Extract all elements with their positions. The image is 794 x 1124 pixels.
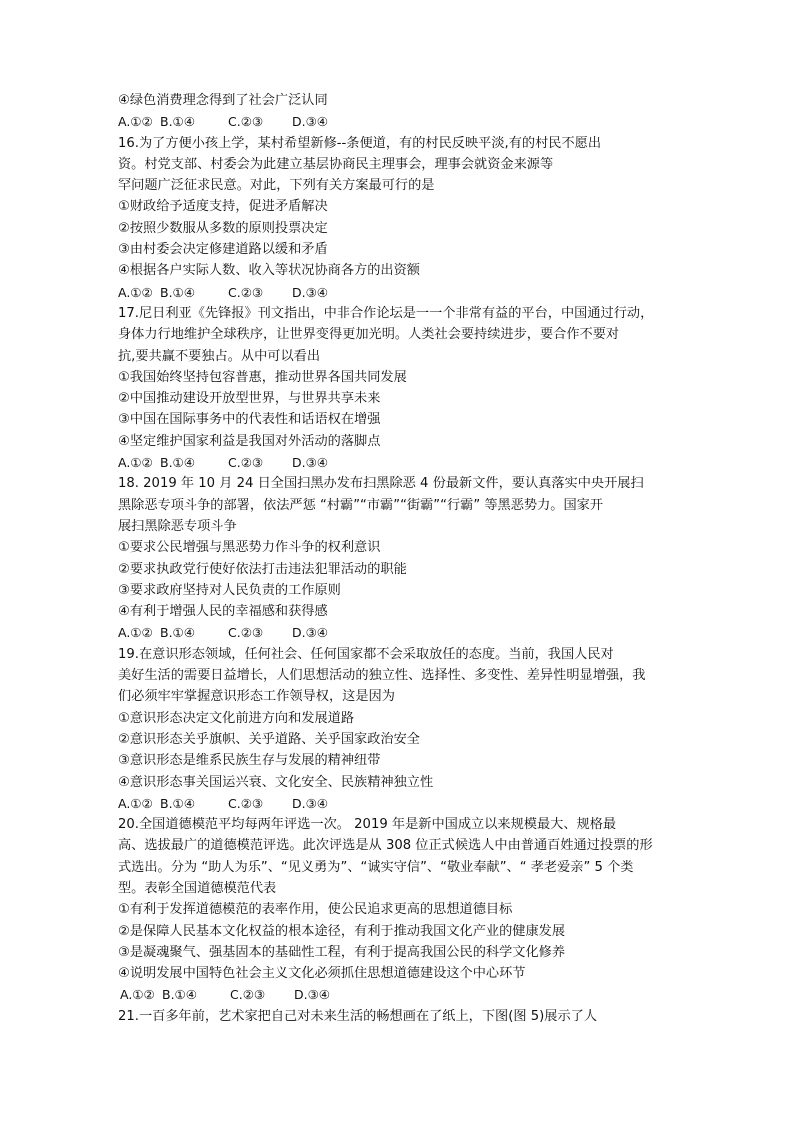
question-stem-line: 16.为了方便小孩上学，某村希望新修--条便道，有的村民反映平淡,有的村民不愿出 bbox=[118, 135, 602, 151]
question-20 bbox=[118, 814, 678, 1006]
question-17 bbox=[118, 303, 678, 473]
answer-option-d: D.③④ bbox=[294, 987, 331, 1003]
q15-option-4: ④绿色消费理念得到了社会广泛认同 bbox=[118, 93, 328, 108]
question-statement-2: ②按照少数服从多数的原则投票决定 bbox=[118, 220, 328, 236]
question-18 bbox=[118, 473, 678, 643]
question-statement-3: ③要求政府坚持对人民负责的工作原则 bbox=[118, 582, 341, 598]
question-statement-4: ④坚定维护国家利益是我国对外活动的落脚点 bbox=[118, 433, 381, 449]
question-statement-1: ①要求公民增强与黑恶势力作斗争的权利意识 bbox=[118, 540, 381, 556]
question-stem-line: 21.一百多年前，艺术家把自己对未来生活的畅想画在了纸上，下图(图 5)展示了人 bbox=[118, 1008, 598, 1024]
answer-option-a: A.①② bbox=[118, 455, 153, 471]
answer-option-d: D.③④ bbox=[292, 795, 329, 811]
question-statement-2: ②意识形态关乎旗帜、关乎道路、关乎国家政治安全 bbox=[118, 731, 420, 747]
answer-option-c: C.②③ bbox=[228, 114, 264, 130]
answer-option-c: C.②③ bbox=[228, 455, 264, 471]
answer-option-c: C.②③ bbox=[228, 625, 264, 641]
answer-option-b: B.①④ bbox=[160, 284, 195, 300]
answer-option-a: A.①② bbox=[120, 987, 155, 1003]
question-stem-line: 资。村党支部、村委会为此建立基层协商民主理事会，理事会就资金来源等 bbox=[118, 156, 554, 172]
q15-answer-options bbox=[118, 111, 678, 132]
question-statement-1: ①有利于发挥道德模范的表率作用，使公民追求更高的思想道德目标 bbox=[118, 902, 513, 918]
question-stem-line: 高、选拔最广的道德模范评选。此次评选是从 308 位正式候选人中由普通百姓通过投票的形 bbox=[118, 838, 653, 854]
answer-option-b: B.①④ bbox=[160, 795, 195, 811]
question-stem-line: 型。表彰全国道德模范代表 bbox=[118, 880, 277, 896]
question-stem-line: 展扫黑除恶专项斗争 bbox=[118, 518, 237, 534]
answer-option-c: C.②③ bbox=[228, 795, 264, 811]
question-statement-1: ①我国始终坚持包容普惠，推动世界各国共同发展 bbox=[118, 369, 407, 385]
answer-option-a: A.①② bbox=[118, 795, 153, 811]
question-stem-line: 19.在意识形态领域，任何社会、任何国家都不会采取放任的态度。当前，我国人民对 bbox=[118, 646, 614, 662]
question-statement-1: ①财政给予适度支持，促进矛盾解决 bbox=[118, 199, 328, 215]
answer-option-b: B.①④ bbox=[160, 455, 195, 471]
question-stem-line: 17.尼日利亚《先锋报》刊文指出，中非合作论坛是一一个非常有益的平台，中国通过行动， bbox=[118, 305, 654, 321]
question-statement-2: ②是保障人民基本文化权益的根本途径，有利于推动我国文化产业的健康发展 bbox=[118, 923, 566, 939]
answer-option-d: D.③④ bbox=[292, 625, 329, 641]
question-statement-1: ①意识形态决定文化前进方向和发展道路 bbox=[118, 710, 355, 726]
question-statement-2: ②要求执政党行使好依法打击违法犯罪活动的职能 bbox=[118, 561, 407, 577]
question-stem-line: 黑除恶专项斗争的部署，依法严惩 “村霸”“市霸”“街霸”“行霸” 等黑恶势力。国家开 bbox=[118, 497, 604, 513]
question-stem-line: 20.全国道德模范平均每两年评选一次。 2019 年是新中国成立以来规模最大、规格最 bbox=[118, 817, 617, 833]
question-21 bbox=[118, 1006, 678, 1027]
question-statement-4: ④意识形态事关国运兴衰、文化安全、民族精神独立性 bbox=[118, 774, 434, 790]
q19-answer-options bbox=[118, 793, 678, 814]
answer-option-c: C.②③ bbox=[228, 284, 264, 300]
question-stem-line: 抗,要共赢不要独占。从中可以看出 bbox=[118, 348, 321, 364]
question-stem-line: 18. 2019 年 10 月 24 日全国扫黑办发布扫黑除恶 4 份最新文件，要认真落实中央开展扫 bbox=[118, 476, 644, 492]
question-statement-4: ④有利于增强人民的幸福感和获得感 bbox=[118, 604, 328, 620]
q18-answer-options bbox=[118, 622, 678, 643]
question-stem-line: 们必须牢牢掌握意识形态工作领导权，这是因为 bbox=[118, 689, 395, 705]
answer-option-a: A.①② bbox=[118, 114, 153, 130]
question-statement-4: ④根据各户实际人数、收入等状况协商各方的出资额 bbox=[118, 263, 420, 279]
answer-option-b: B.①④ bbox=[160, 114, 195, 130]
question-stem-line: 罕问题广泛征求民意。对此，下列有关方案最可行的是 bbox=[118, 178, 435, 194]
question-statement-4: ④说明发展中国特色社会主义文化必须抓住思想道德建设这个中心环节 bbox=[118, 966, 526, 982]
question-19 bbox=[118, 644, 678, 814]
q20-answer-options bbox=[118, 984, 678, 1005]
answer-option-d: D.③④ bbox=[292, 284, 329, 300]
answer-option-d: D.③④ bbox=[292, 455, 329, 471]
answer-option-b: B.①④ bbox=[160, 625, 195, 641]
question-stem-line: 式选出。分为 “助人为乐”、“见义勇为”、“诚实守信”、“敬业奉献”、“ 孝老爱亲” 5 个类 bbox=[118, 859, 634, 875]
question-stem-line: 身体力行地维护全球秩序，让世界变得更加光明。人类社会要持续进步，要合作不要对 bbox=[118, 327, 620, 343]
answer-option-c: C.②③ bbox=[230, 987, 266, 1003]
answer-option-d: D.③④ bbox=[292, 114, 329, 130]
exam-page bbox=[118, 90, 678, 1027]
q17-answer-options bbox=[118, 452, 678, 473]
answer-option-a: A.①② bbox=[118, 625, 153, 641]
q16-answer-options bbox=[118, 282, 678, 303]
question-stem-line: 美好生活的需要日益增长，人们思想活动的独立性、选择性、多变性、差异性明显增强，我 bbox=[118, 668, 646, 684]
question-statement-3: ③由村委会决定修建道路以缓和矛盾 bbox=[118, 242, 328, 258]
question-statement-3: ③意识形态是维系民族生存与发展的精神纽带 bbox=[118, 753, 381, 769]
question-16 bbox=[118, 133, 678, 303]
question-statement-3: ③是凝魂聚气、强基固本的基础性工程，有利于提高我国公民的科学文化修养 bbox=[118, 944, 566, 960]
question-statement-2: ②中国推动建设开放型世界，与世界共享未来 bbox=[118, 391, 381, 407]
answer-option-b: B.①④ bbox=[162, 987, 197, 1003]
question-statement-3: ③中国在国际事务中的代表性和话语权在增强 bbox=[118, 412, 381, 428]
answer-option-a: A.①② bbox=[118, 284, 153, 300]
